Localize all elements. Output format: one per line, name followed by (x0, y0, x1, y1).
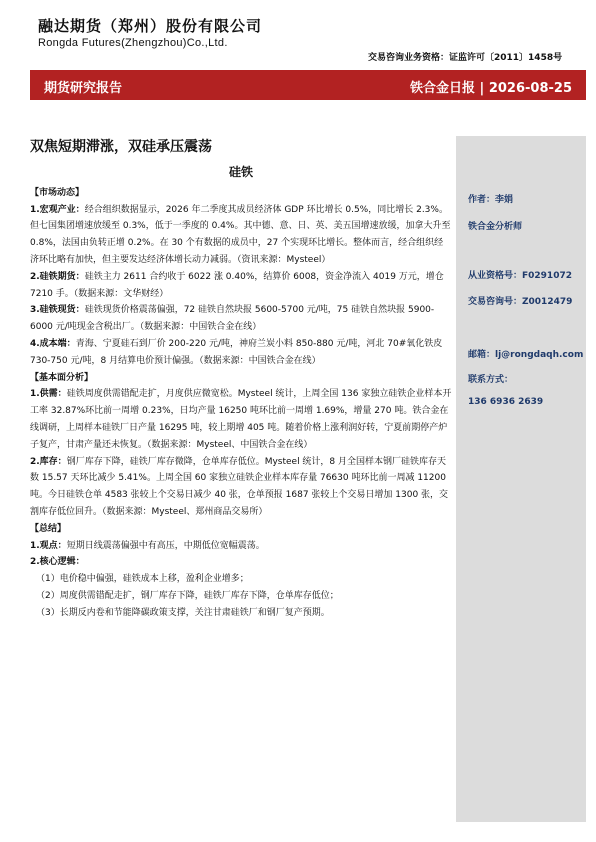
contact-label: 联系方式： (468, 375, 514, 385)
market-heading: 【市场动态】 (30, 187, 85, 198)
author-email: 邮箱：lj@rongdaqh.com (468, 350, 584, 360)
author-role: 铁合金分析师 (468, 222, 523, 232)
logic-item: （2）周度供需错配走扩，钢厂库存下降，硅铁厂库存下降，仓单库存低位； (36, 590, 339, 601)
market-item-key: 3.硅铁现货： (30, 305, 85, 316)
author-phone: 136 6936 2639 (468, 397, 544, 407)
qualification-number: 从业资格号：F0291072 (468, 271, 572, 281)
company-name-cn: 融达期货（郑州）股份有限公司 (38, 17, 263, 35)
market-item-text: 经合组织数据显示，2026 年二季度其成员经济体 GDP 环比增长 0.5%，同比增长 2.3%。但七国集团增速放缓至 0.3%，低于一季度的 0.4%。其中德、意、日、英、美五国增速放缓，加拿大升至 0.8%，法国由负转正增 0.2%。在 30 个有数据的成员中，27 个实现环比增长。整体而言，经合组织经济环比略有加快，但主要发达经济体增长动力减弱。（资讯来源：Mysteel） (30, 204, 451, 265)
company-name-en: Rongda Futures(Zhengzhou)Co.,Ltd. (38, 37, 228, 49)
report-header (0, 0, 596, 70)
fundamental-item-key: 1.供需： (30, 389, 67, 400)
summary-view-key: 1.观点： (30, 540, 67, 551)
market-item-text: 硅铁现货价格震荡偏强，72 硅铁自然块报 5600-5700 元/吨，75 硅铁自然块报 5900-6000 元/吨现金含税出厂。（数据来源：中国铁合金在线） (30, 305, 435, 333)
market-item (30, 302, 452, 336)
license-info: 交易咨询业务资格：证监许可〔2011〕1458号 (368, 53, 563, 63)
summary-heading: 【总结】 (30, 523, 67, 534)
logic-item: （1）电价稳中偏强，硅铁成本上移，盈利企业增多； (36, 574, 249, 585)
consult-number: 交易咨询号：Z0012479 (468, 297, 573, 307)
author-sidebar (456, 136, 586, 822)
market-item (30, 202, 452, 269)
fundamental-item-text: 钢厂库存下降，硅铁厂库存微降，仓单库存低位。Mysteel 统计，8 月全国样本钢厂硅铁库存天数 15.57 天环比减少 5.41%。上周全国 60 家独立硅铁企业样本库存量 76630 吨环比前一周减 11200 吨。今日硅铁仓单 4583 张较上个交易日减少 40 张，仓单预报 1687 张较上个交易日增加 1300 张，交割库存低位回升。（数据来源：Mysteel、郑州商品交易所） (30, 456, 449, 517)
summary-logic-heading (30, 554, 452, 571)
section-title: 硅铁 (228, 165, 253, 179)
market-item-key: 2.硅铁期货： (30, 271, 85, 282)
fundamental-item-text: 硅铁周度供需错配走扩，月度供应微宽松。Mysteel 统计，上周全国 136 家独立硅铁企业样本开工率 32.87%环比前一周增 0.23%，日均产量 16250 吨环比前一周增 1.69%，增量 270 吨。铁合金在线调研，上周样本硅铁厂日产量 16295 吨，较上期增 405 吨。随着价格上涨利润好转，宁夏前期停产炉子复产，甘肃产量还未恢复。（数据来源：Mysteel、中国铁合金在线） (30, 389, 452, 450)
market-item (30, 269, 452, 303)
logic-item: （3）长期反内卷和节能降碳政策支撑，关注甘肃硅铁厂和钢厂复产预期。 (36, 607, 330, 618)
fundamental-item (30, 386, 452, 453)
summary-logic-key: 2.核心逻辑： (30, 557, 85, 568)
fundamental-item (30, 454, 452, 521)
fundamental-item-key: 2.库存： (30, 456, 67, 467)
summary-view (30, 538, 452, 555)
main-content (30, 160, 452, 622)
report-date-title: 铁合金日报 | 2026-08-25 (410, 81, 572, 96)
market-item-key: 1.宏观产业： (30, 204, 85, 215)
market-item-text: 青海、宁夏硅石到厂价 200-220 元/吨，神府兰炭小料 850-880 元/吨，河北 70#氧化铁皮 730-750 元/吨，8 月结算电价预计偏强。（数据来源：中国铁合金在线） (30, 338, 443, 366)
page-headline: 双焦短期滞涨，双硅承压震荡 (30, 139, 212, 155)
fundamental-heading: 【基本面分析】 (30, 372, 94, 383)
title-banner (30, 70, 586, 100)
market-item (30, 336, 452, 370)
market-item-text: 硅铁主力 2611 合约收于 6022 涨 0.40%，结算价 6008，资金净流入 4019 万元，增仓 7210 手。（数据来源：文华财经） (30, 271, 444, 299)
market-item-key: 4.成本端： (30, 338, 76, 349)
summary-view-text: 短期日线震荡偏强中有高压，中期低位宽幅震荡。 (66, 540, 265, 551)
report-type: 期货研究报告 (44, 81, 123, 96)
author-name: 作者：李娟 (468, 195, 514, 205)
